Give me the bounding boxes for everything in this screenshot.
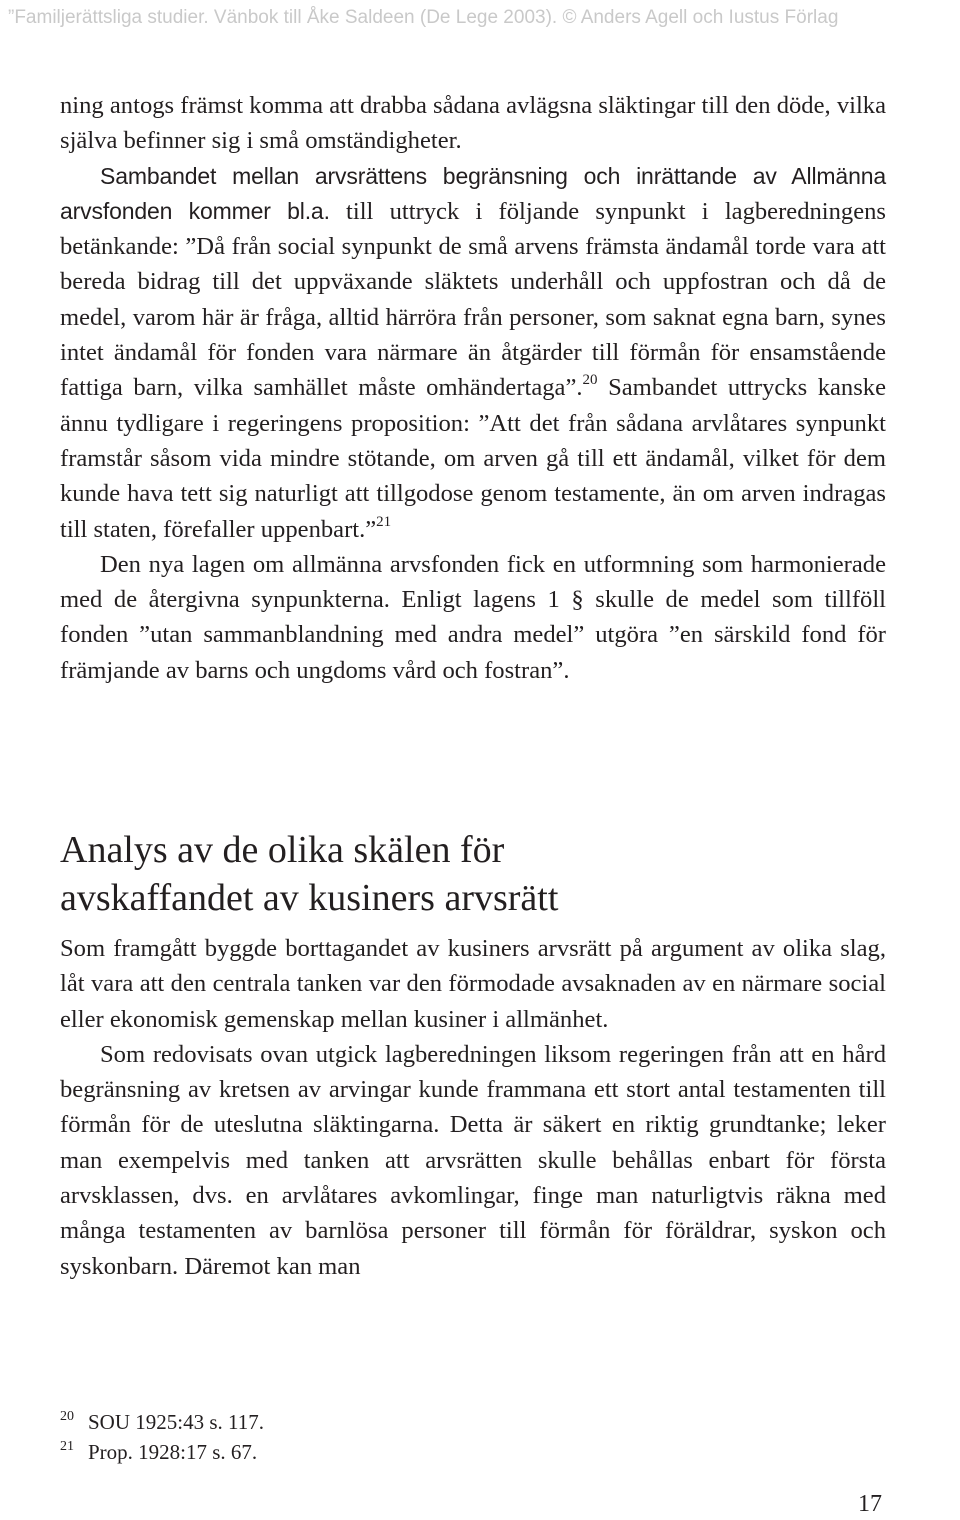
paragraph: Den nya lagen om allmänna arvsfonden fick en utformning som harmonierade med de återgivna synpunkterna. Enligt lagens 1 § skulle de medel som tillföll fonden ”utan sammanblandning med andra medel” utgöra ”en särskild fond för främjande av barns och ungdoms vård och fostran”. <box>60 550 886 684</box>
footnote-20 <box>60 1407 264 1437</box>
footnote-text: SOU 1925:43 s. 117. <box>88 1410 264 1434</box>
section-2-text <box>60 931 886 1284</box>
running-head: ”Familjerättsliga studier. Vänbok till Åke Saldeen (De Lege 2003). © Anders Agell och Iustus Förlag <box>8 7 839 28</box>
footnote-number: 20 <box>60 1409 74 1424</box>
heading-line-2: avskaffandet av kusiners arvsrätt <box>60 877 559 919</box>
paragraph: ning antogs främst komma att drabba sådana avlägsna släktingar till den döde, vilka själva befinner sig i små omständigheter. <box>60 92 886 155</box>
footnote-number: 21 <box>60 1439 74 1454</box>
paragraph: Som redovisats ovan utgick lagberedningen liksom regeringen från att en hård begränsning av kretsen av arvingar kunde frammana ett stort antal testamenten till förmån för de uteslutna släktingarna. Detta är säkert en riktig grundtanke; leker man exempelvis med tanken att arvsrätten skulle behållas enbart för första arvsklassen, dvs. en arvlåtares avkomlingar, finge man naturligtvis räkna med många testamenten av barnlösa personer till förmån för föräldrar, syskon och syskonbarn. Däremot kan man <box>60 1040 886 1280</box>
section-heading <box>60 826 886 922</box>
paragraph: Som framgått byggde borttagandet av kusiners arvsrätt på argument av olika slag, låt vara att den centrala tanken var den förmodade avsaknaden av en närmare social eller ekonomisk gemenskap mellan kusiner i allmänhet. <box>60 935 886 1033</box>
heading-line-1: Analys av de olika skälen för <box>60 829 505 871</box>
footnotes <box>60 1407 264 1467</box>
paragraph <box>60 159 886 547</box>
text-run: Sambandet uttrycks kanske ännu tydligare i regeringens proposition: ”Att det från sådana arvlåtares synpunkt framstår såsom vida mindre stötande, om arven gå till ett ändamål, vilket för dem kunde hava tett sig naturligt att tillgodose genom testamente, än om arven indragas till staten, förefaller uppenbart.” <box>60 374 886 543</box>
sans-serif-run: Sambandet mellan arvsrättens begränsning och inrättande av Allmänna arvsfonden kommer bl.a. <box>60 162 886 224</box>
section-1-text <box>60 88 886 688</box>
footnote-21 <box>60 1437 264 1467</box>
footnote-text: Prop. 1928:17 s. 67. <box>88 1440 258 1464</box>
footnote-ref-21[interactable]: 21 <box>376 513 392 530</box>
text-run: till uttryck i följande synpunkt i lagberedningens betänkande: ”Då från social synpunkt de små arvens främsta ändamål torde vara att bereda bidrag till det uppväxande släktets underhåll och uppfostran och då de medel, varom här är fråga, alltid härröra från personer, som saknat egna barn, synes intet ändamål för fonden vara närmare än åtgärder till förmån för ensamstående fattiga barn, vilka samhället måste omhändertaga”. <box>60 197 886 402</box>
page-number: 17 <box>858 1491 882 1517</box>
footnote-ref-20[interactable]: 20 <box>582 372 598 389</box>
